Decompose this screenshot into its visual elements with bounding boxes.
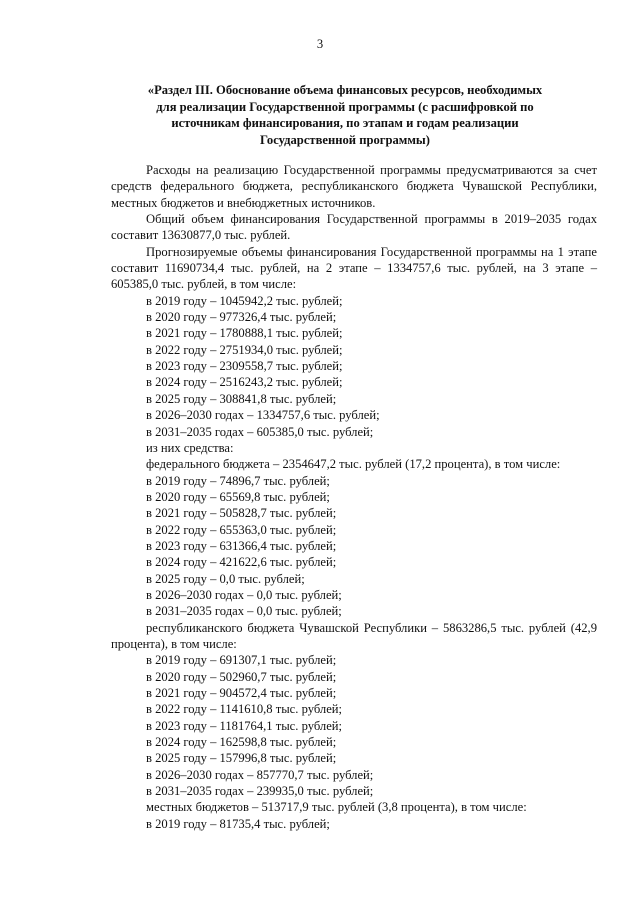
list-item: в 2022 году – 655363,0 тыс. рублей; <box>146 522 337 537</box>
list-item: в 2021 году – 904572,4 тыс. рублей; <box>146 686 337 700</box>
paragraph-federal: федерального бюджета – 2354647,2 тыс. рублей (17,2 процента), в том числе: <box>146 457 561 472</box>
list-item: в 2031–2035 годах – 239935,0 тыс. рублей; <box>146 784 374 799</box>
list-item: в 2020 году – 65569,8 тыс. рублей; <box>146 489 330 504</box>
list-item: в 2020 году – 977326,4 тыс. рублей; <box>146 310 337 325</box>
list-item: в 2019 году – 81735,4 тыс. рублей; <box>146 816 330 831</box>
heading-line: Государственной программы) <box>260 133 430 148</box>
list-item: в 2022 году – 2751934,0 тыс. рублей; <box>146 342 343 357</box>
list-item: в 2031–2035 годах – 605385,0 тыс. рублей; <box>146 424 374 439</box>
list-item: в 2026–2030 годах – 857770,7 тыс. рублей; <box>146 767 374 782</box>
list-item: в 2020 году – 502960,7 тыс. рублей; <box>146 669 337 684</box>
list-item: в 2019 году – 691307,1 тыс. рублей; <box>146 653 337 668</box>
heading-line: для реализации Государственной программы (с расшифровкой по <box>156 99 534 114</box>
document-body <box>111 162 597 832</box>
paragraph-stages: Прогнозируемые объемы финансирования Государственной программы на 1 этапе составит 11690734,4 тыс. рублей, на 2 этапе – 1334757,6 тыс. рублей, на 3 этапе – 605385,0 тыс. рублей, в том числе: <box>111 244 597 292</box>
paragraph-local: местных бюджетов – 513717,9 тыс. рублей (3,8 процента), в том числе: <box>146 800 527 815</box>
list-item: в 2022 году – 1141610,8 тыс. рублей; <box>146 702 343 717</box>
heading-line: источникам финансирования, по этапам и годам реализации <box>171 116 519 131</box>
list-item: в 2021 году – 505828,7 тыс. рублей; <box>146 506 337 521</box>
list-item: в 2025 году – 157996,8 тыс. рублей; <box>146 751 337 766</box>
list-item: в 2024 году – 421622,6 тыс. рублей; <box>146 555 337 570</box>
list-item: в 2021 году – 1780888,1 тыс. рублей; <box>146 326 343 341</box>
list-item: в 2024 году – 162598,8 тыс. рублей; <box>146 735 337 750</box>
section-heading <box>110 82 580 149</box>
list-item: в 2023 году – 1181764,1 тыс. рублей; <box>146 718 343 733</box>
paragraph-expenses: Расходы на реализацию Государственной программы предусматриваются за счет средств федерального бюджета, республиканского бюджета Чувашской Республики, местных бюджетов и внебюджетных источников. <box>111 163 597 210</box>
page-number: 3 <box>316 37 324 51</box>
list-item: в 2019 году – 1045942,2 тыс. рублей; <box>146 293 343 308</box>
list-item: в 2023 году – 2309558,7 тыс. рублей; <box>146 359 343 374</box>
paragraph-republic: республиканского бюджета Чувашской Республики – 5863286,5 тыс. рублей (42,9 процента), в том числе: <box>111 620 597 651</box>
list-item: в 2026–2030 годах – 1334757,6 тыс. рублей; <box>146 408 380 423</box>
list-item: в 2023 году – 631366,4 тыс. рублей; <box>146 538 337 553</box>
paragraph-total-volume: Общий объем финансирования Государственной программы в 2019–2035 годах составит 13630877,0 тыс. рублей. <box>111 212 597 243</box>
heading-line: «Раздел III. Обоснование объема финансовых ресурсов, необходимых <box>147 83 543 97</box>
list-item: в 2026–2030 годах – 0,0 тыс. рублей; <box>146 587 342 602</box>
list-item: в 2031–2035 годах – 0,0 тыс. рублей; <box>146 604 342 619</box>
list-item: в 2025 году – 0,0 тыс. рублей; <box>146 571 305 586</box>
list-item: в 2019 году – 74896,7 тыс. рублей; <box>146 473 330 488</box>
list-item: в 2025 году – 308841,8 тыс. рублей; <box>146 391 337 406</box>
subheading-from-them: из них средства: <box>146 440 234 455</box>
list-item: в 2024 году – 2516243,2 тыс. рублей; <box>146 375 343 390</box>
